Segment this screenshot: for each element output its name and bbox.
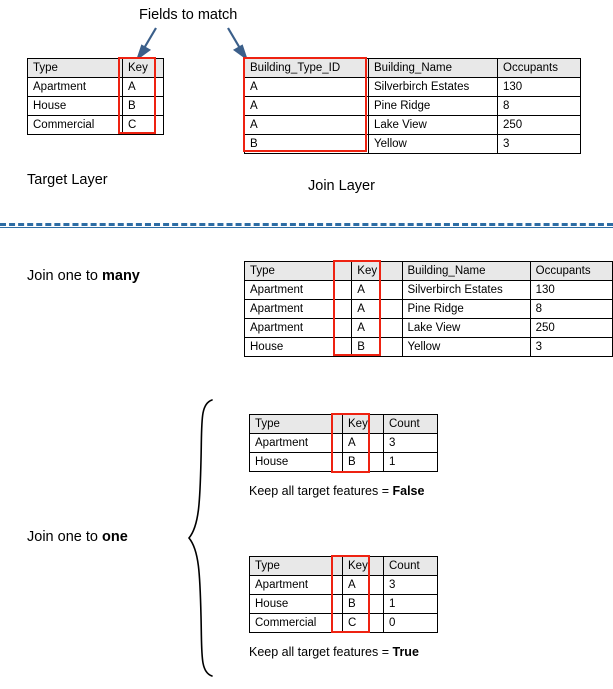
table-row — [28, 116, 164, 135]
table-row — [245, 300, 613, 319]
cell-building-type-id: B — [245, 135, 369, 154]
cell-count: 0 — [384, 614, 438, 633]
cell-count: 3 — [384, 576, 438, 595]
cell-occupants: 130 — [498, 78, 581, 97]
column-header-count: Count — [384, 415, 438, 434]
cell-key: A — [123, 78, 164, 97]
join-one-to-one-prefix: Join one to — [27, 529, 102, 545]
cell-occupants: 3 — [498, 135, 581, 154]
one-to-many-table-wrapper — [244, 261, 613, 357]
cell-building-name: Pine Ridge — [402, 300, 530, 319]
table-row — [245, 319, 613, 338]
column-header-count: Count — [384, 557, 438, 576]
one-to-one-false-table-wrapper — [249, 414, 438, 472]
cell-building-name: Yellow — [402, 338, 530, 357]
table-row — [28, 97, 164, 116]
cell-type: Apartment — [245, 300, 352, 319]
join-layer-label: Join Layer — [308, 178, 375, 194]
one-to-one-true-table-wrapper — [249, 556, 438, 633]
join-one-to-many-label — [27, 268, 140, 284]
join-one-to-one-label — [27, 529, 128, 545]
column-header-building-type-id: Building_Type_ID — [245, 59, 369, 78]
table-row — [250, 576, 438, 595]
keep-all-false-prefix: Keep all target features = — [249, 484, 393, 498]
table-row — [250, 453, 438, 472]
column-header-type: Type — [28, 59, 123, 78]
keep-all-true-caption — [249, 645, 419, 659]
cell-type: Commercial — [250, 614, 343, 633]
column-header-key: Key — [343, 557, 384, 576]
table-header-row — [245, 262, 613, 281]
cell-building-name: Yellow — [369, 135, 498, 154]
cell-building-type-id: A — [245, 97, 369, 116]
cell-occupants: 250 — [498, 116, 581, 135]
cell-building-type-id: A — [245, 116, 369, 135]
cell-building-name: Silverbirch Estates — [402, 281, 530, 300]
cell-building-name: Silverbirch Estates — [369, 78, 498, 97]
cell-key: A — [343, 434, 384, 453]
target-layer-table-wrapper — [27, 58, 164, 135]
fields-to-match-label: Fields to match — [139, 7, 238, 23]
cell-key: B — [343, 595, 384, 614]
table-header-row — [245, 59, 581, 78]
cell-type: Apartment — [250, 434, 343, 453]
keep-all-false-value: False — [392, 484, 425, 498]
one-to-many-table — [244, 261, 613, 357]
column-header-occupants: Occupants — [530, 262, 612, 281]
cell-building-type-id: A — [245, 78, 369, 97]
keep-all-false-caption — [249, 484, 424, 498]
cell-type: House — [245, 338, 352, 357]
table-row — [245, 116, 581, 135]
cell-type: House — [28, 97, 123, 116]
cell-key: B — [123, 97, 164, 116]
cell-type: House — [250, 453, 343, 472]
join-layer-table-wrapper — [244, 58, 581, 154]
cell-key: B — [343, 453, 384, 472]
target-layer-table — [27, 58, 164, 135]
cell-type: Apartment — [245, 281, 352, 300]
cell-type: Apartment — [28, 78, 123, 97]
cell-occupants: 3 — [530, 338, 612, 357]
column-header-key: Key — [352, 262, 402, 281]
table-header-row — [28, 59, 164, 78]
column-header-type: Type — [250, 557, 343, 576]
join-layer-table — [244, 58, 581, 154]
join-one-to-one-emphasis: one — [101, 529, 128, 545]
one-to-one-false-table — [249, 414, 438, 472]
cell-type: Apartment — [250, 576, 343, 595]
table-header-row — [250, 415, 438, 434]
column-header-building-name: Building_Name — [402, 262, 530, 281]
table-header-row — [250, 557, 438, 576]
cell-occupants: 130 — [530, 281, 612, 300]
table-row — [245, 135, 581, 154]
column-header-type: Type — [245, 262, 352, 281]
table-row — [245, 97, 581, 116]
one-to-one-true-table — [249, 556, 438, 633]
target-layer-label: Target Layer — [27, 172, 108, 188]
cell-building-name: Lake View — [369, 116, 498, 135]
cell-key: C — [123, 116, 164, 135]
cell-type: Commercial — [28, 116, 123, 135]
cell-building-name: Lake View — [402, 319, 530, 338]
column-header-occupants: Occupants — [498, 59, 581, 78]
column-header-key: Key — [343, 415, 384, 434]
cell-occupants: 8 — [530, 300, 612, 319]
cell-key: A — [352, 281, 402, 300]
table-row — [250, 595, 438, 614]
cell-key: A — [352, 300, 402, 319]
cell-occupants: 250 — [530, 319, 612, 338]
join-one-to-one-brace — [186, 398, 220, 678]
table-row — [28, 78, 164, 97]
cell-key: C — [343, 614, 384, 633]
cell-key: A — [352, 319, 402, 338]
column-header-key: Key — [123, 59, 164, 78]
keep-all-true-prefix: Keep all target features = — [249, 645, 393, 659]
table-row — [250, 614, 438, 633]
fields-to-match-arrows — [120, 26, 280, 58]
cell-count: 1 — [384, 595, 438, 614]
section-divider — [0, 223, 613, 228]
cell-count: 1 — [384, 453, 438, 472]
cell-key: B — [352, 338, 402, 357]
keep-all-true-value: True — [392, 645, 419, 659]
join-one-to-many-emphasis: many — [101, 268, 140, 284]
column-header-type: Type — [250, 415, 343, 434]
table-row — [245, 338, 613, 357]
cell-building-name: Pine Ridge — [369, 97, 498, 116]
cell-type: House — [250, 595, 343, 614]
table-row — [245, 281, 613, 300]
cell-type: Apartment — [245, 319, 352, 338]
column-header-building-name: Building_Name — [369, 59, 498, 78]
cell-occupants: 8 — [498, 97, 581, 116]
join-one-to-many-prefix: Join one to — [27, 268, 102, 284]
table-row — [245, 78, 581, 97]
cell-key: A — [343, 576, 384, 595]
table-row — [250, 434, 438, 453]
cell-count: 3 — [384, 434, 438, 453]
